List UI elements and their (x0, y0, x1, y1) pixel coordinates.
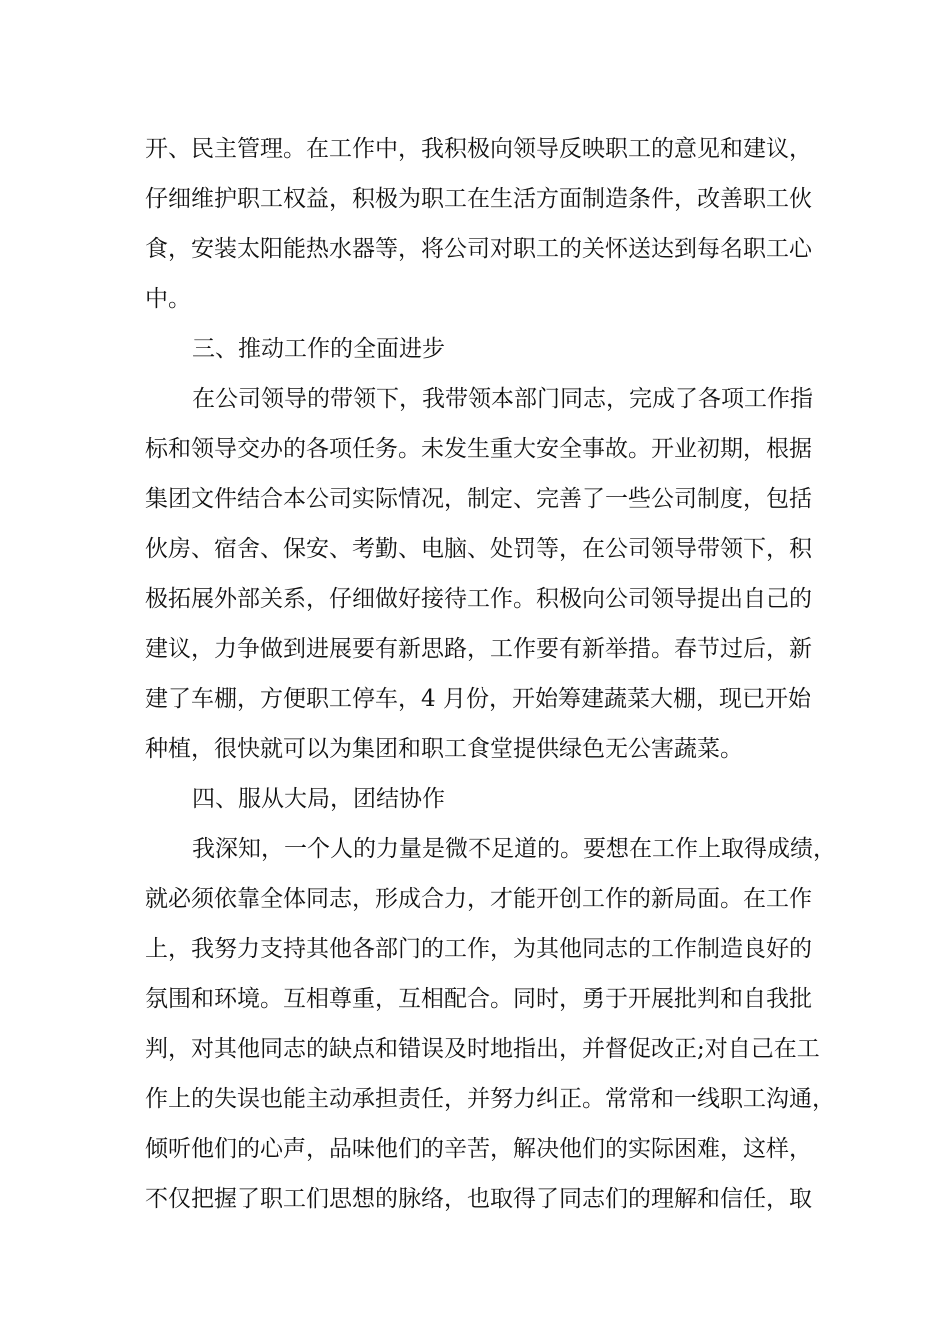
text-line: 倾听他们的心声，品味他们的辛苦，解决他们的实际困难，这样， (145, 1136, 812, 1162)
text-line: 食，安装太阳能热水器等，将公司对职工的关怀送达到每名职工心 (145, 236, 812, 262)
text-line: 仔细维护职工权益，积极为职工在生活方面制造条件，改善职工伙 (145, 186, 812, 212)
text-line: 集团文件结合本公司实际情况，制定、完善了一些公司制度，包括 (145, 486, 812, 512)
text-line: 种植，很快就可以为集团和职工食堂提供绿色无公害蔬菜。 (145, 736, 743, 762)
text-line: 伙房、宿舍、保安、考勤、电脑、处罚等，在公司领导带领下，积 (145, 536, 812, 562)
text-line: 建了车棚，方便职工停车，4 月份，开始筹建蔬菜大棚，现已开始 (145, 686, 811, 712)
text-line: 开、民主管理。在工作中，我积极向领导反映职工的意见和建议， (145, 136, 812, 162)
text-line: 中。 (145, 286, 191, 312)
section-heading: 四、服从大局，团结协作 (192, 786, 445, 812)
text-line: 上，我努力支持其他各部门的工作，为其他同志的工作制造良好的 (145, 936, 812, 962)
text-line: 标和领导交办的各项任务。未发生重大安全事故。开业初期，根据 (145, 436, 812, 462)
text-line: 不仅把握了职工们思想的脉络，也取得了同志们的理解和信任，取 (145, 1186, 812, 1212)
text-line: 建议，力争做到进展要有新思路，工作要有新举措。春节过后，新 (145, 636, 812, 662)
text-line: 极拓展外部关系，仔细做好接待工作。积极向公司领导提出自己的 (145, 586, 812, 612)
paragraph-first-line: 在公司领导的带领下，我带领本部门同志，完成了各项工作指 (192, 386, 813, 412)
section-heading: 三、推动工作的全面进步 (192, 336, 445, 362)
text-line: 作上的失误也能主动承担责任，并努力纠正。常常和一线职工沟通， (145, 1086, 835, 1112)
text-line: 判，对其他同志的缺点和错误及时地指出，并督促改正;对自己在工 (145, 1036, 820, 1062)
text-line: 氛围和环境。互相尊重，互相配合。同时，勇于开展批判和自我批 (145, 986, 812, 1012)
paragraph-first-line: 我深知，一个人的力量是微不足道的。要想在工作上取得成绩， (192, 836, 836, 862)
text-line: 就必须依靠全体同志，形成合力，才能开创工作的新局面。在工作 (145, 886, 812, 912)
